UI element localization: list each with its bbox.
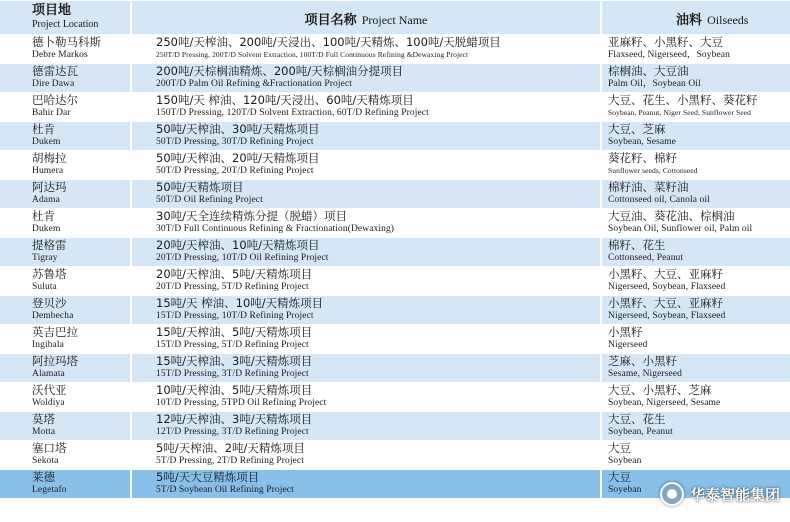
- project-name-cell: [132, 64, 602, 92]
- location-cell: [0, 151, 132, 179]
- location-cell-en: Adama: [32, 195, 60, 205]
- location-cell: [0, 441, 132, 469]
- project-name-cell-en: 5T/D Pressing, 2T/D Refining Project: [156, 456, 304, 466]
- project-name-cell-zh: 15吨/天 榨油、10吨/天精炼项目: [156, 296, 324, 310]
- location-cell-en: Dire Dawa: [32, 79, 75, 89]
- project-name-cell-en: 20T/D Pressing, 5T/D Refining Project: [156, 282, 309, 292]
- location-cell-zh: 杜肯: [32, 209, 55, 223]
- oilseed-cell-en: Soybean, Peanut: [608, 427, 673, 437]
- project-name-cell-zh: 20吨/天榨油、5吨/天精炼项目: [156, 267, 313, 281]
- oilseed-cell: [602, 64, 790, 92]
- header-oil-zh: 油料: [676, 13, 703, 28]
- location-cell-en: Debre Markos: [32, 50, 88, 60]
- oilseed-cell-en: Soybean, Peanut, Niger Seed, Sunflower Seed: [608, 108, 752, 117]
- location-cell-zh: 德卜勒马科斯: [32, 35, 101, 49]
- location-cell: [0, 354, 132, 382]
- project-name-cell-en: 15T/D Pressing, 10T/D Refining Project: [156, 311, 314, 321]
- table-row: [0, 237, 790, 266]
- oilseed-cell-zh: 棉籽、花生: [608, 238, 666, 252]
- project-name-cell-zh: 15吨/天榨油、5吨/天精炼项目: [156, 325, 313, 339]
- oilseed-cell-en: Sesame, Nigerseed: [608, 369, 682, 379]
- oilseed-cell-en: Sunflower seeds, Cottonseed: [608, 166, 698, 175]
- oilseed-cell-zh: 芝麻、小黑籽: [608, 354, 677, 368]
- location-cell: [0, 470, 132, 498]
- project-name-cell: [132, 93, 602, 121]
- table-header: [0, 0, 790, 34]
- header-location-zh: 项目地: [32, 3, 72, 18]
- project-name-cell-zh: 10吨/天榨油、5吨/天精炼项目: [156, 383, 313, 397]
- location-cell: [0, 238, 132, 266]
- oilseed-cell-zh: 大豆: [608, 470, 631, 484]
- location-cell-en: Alamata: [32, 369, 65, 379]
- oilseed-cell: [602, 93, 790, 121]
- project-name-cell-zh: 250吨/天榨油、200吨/天浸出、100吨/天精炼、100吨/天脱蜡项目: [156, 35, 501, 49]
- project-name-cell: [132, 412, 602, 440]
- project-name-cell-en: 50T/D Pressing, 30T/D Refining Project: [156, 137, 314, 147]
- table-row: [0, 324, 790, 353]
- location-cell: [0, 383, 132, 411]
- oilseed-cell: [602, 383, 790, 411]
- oilseed-cell-zh: 小黑籽、大豆、亚麻籽: [608, 296, 723, 310]
- project-name-cell-zh: 20吨/天榨油、10吨/天精炼项目: [156, 238, 320, 252]
- project-name-cell: [132, 267, 602, 295]
- oilseed-cell-zh: 小黑籽: [608, 325, 643, 339]
- location-cell: [0, 64, 132, 92]
- location-cell-en: Dukem: [32, 137, 61, 147]
- table-row: [0, 295, 790, 324]
- project-name-cell: [132, 383, 602, 411]
- oilseed-cell: [602, 209, 790, 237]
- location-cell-zh: 苏鲁塔: [32, 267, 67, 281]
- table-body: [0, 34, 790, 498]
- oilseed-cell: [602, 238, 790, 266]
- location-cell-en: Tigray: [32, 253, 58, 263]
- project-name-cell-en: 12T/D Pressing, 3T/D Refining Project: [156, 427, 309, 437]
- project-name-cell-zh: 50吨/天榨油、30吨/天精炼项目: [156, 122, 320, 136]
- oilseed-cell-en: Nigerseed, Soybean, Flaxseed: [608, 282, 726, 292]
- project-name-cell: [132, 296, 602, 324]
- location-cell-en: Motta: [32, 427, 56, 437]
- oilseed-cell-en: Nigerseed: [608, 340, 648, 350]
- project-name-cell: [132, 441, 602, 469]
- location-cell-zh: 登贝沙: [32, 296, 67, 310]
- oilseed-cell-en: Soybean, Sesame: [608, 137, 676, 147]
- oilseed-cell-zh: 大豆、芝麻: [608, 122, 666, 136]
- table-row: [0, 121, 790, 150]
- project-name-cell-zh: 15吨/天榨油、3吨/天精炼项目: [156, 354, 313, 368]
- project-name-cell: [132, 238, 602, 266]
- location-cell: [0, 209, 132, 237]
- project-name-cell-en: 20T/D Pressing, 10T/D Oil Refining Project: [156, 253, 329, 263]
- location-cell-zh: 阿拉玛塔: [32, 354, 78, 368]
- oilseed-cell-zh: 大豆、花生、小黑籽、葵花籽: [608, 93, 758, 107]
- oilseed-cell-zh: 大豆、小黑籽、芝麻: [608, 383, 712, 397]
- oilseed-cell-zh: 大豆: [608, 441, 631, 455]
- location-cell-en: Woldiya: [32, 398, 65, 408]
- header-oil-en: Oilseeds: [707, 13, 749, 27]
- location-cell-zh: 提格雷: [32, 238, 67, 252]
- project-name-cell-en: 10T/D Pressing, 5TPD Oil Refining Project: [156, 398, 327, 408]
- project-name-cell-en: 250T/D Pressing, 200T/D Solvent Extraction, 100T/D Full Continuous Refining &Dewaxing Project: [156, 50, 469, 59]
- project-name-cell-en: 50T/D Oil Refining Project: [156, 195, 263, 205]
- header-location: [0, 1, 132, 34]
- project-name-cell: [132, 122, 602, 150]
- location-cell-zh: 英吉巴拉: [32, 325, 78, 339]
- location-cell-en: Sekota: [32, 456, 59, 466]
- location-cell: [0, 35, 132, 63]
- project-name-cell-zh: 50吨/天榨油、20吨/天精炼项目: [156, 151, 320, 165]
- location-cell-en: Legetafo: [32, 485, 67, 495]
- location-cell: [0, 180, 132, 208]
- table-row: [0, 150, 790, 179]
- project-name-cell-zh: 5吨/天大豆精炼项目: [156, 470, 260, 484]
- oilseed-cell-zh: 小黑籽、大豆、亚麻籽: [608, 267, 723, 281]
- header-oilseeds: [602, 1, 790, 34]
- oilseed-cell: [602, 267, 790, 295]
- project-name-cell-en: 30T/D Full Continuous Refining & Fractionation(Dewaxing): [156, 224, 395, 234]
- oilseed-cell-en: Soybean, Nigerseed, Sesame: [608, 398, 721, 408]
- location-cell-zh: 胡梅拉: [32, 151, 67, 165]
- project-name-cell: [132, 180, 602, 208]
- oilseed-cell: [602, 441, 790, 469]
- project-name-cell-en: 15T/D Pressing, 5T/D Refining Project: [156, 340, 309, 350]
- oilseed-cell: [602, 354, 790, 382]
- table-row: [0, 34, 790, 63]
- project-name-cell-en: 15T/D Pressing, 3T/D Refining Project: [156, 369, 309, 379]
- location-cell-zh: 沃代亚: [32, 383, 67, 397]
- project-name-cell: [132, 354, 602, 382]
- oilseed-cell: [602, 151, 790, 179]
- oilseed-cell-zh: 大豆油、葵花油、棕榈油: [608, 209, 735, 223]
- table-row: [0, 92, 790, 121]
- location-cell-zh: 巴哈达尔: [32, 93, 78, 107]
- project-name-cell-zh: 30吨/天全连续精炼分提（脱蜡）项目: [156, 209, 348, 223]
- header-location-en: Project Location: [32, 19, 99, 30]
- location-cell-en: Humera: [32, 166, 64, 176]
- location-cell: [0, 93, 132, 121]
- location-cell-zh: 阿达玛: [32, 180, 67, 194]
- header-project-name: [132, 1, 602, 34]
- location-cell-zh: 杜肯: [32, 122, 55, 136]
- location-cell: [0, 325, 132, 353]
- location-cell: [0, 122, 132, 150]
- project-name-cell: [132, 470, 602, 498]
- header-name-en: Project Name: [361, 13, 428, 27]
- oilseed-cell: [602, 35, 790, 63]
- table-row: [0, 440, 790, 469]
- location-cell: [0, 412, 132, 440]
- project-name-cell-zh: 150吨/天 榨油、120吨/天浸出、60吨/天精炼项目: [156, 93, 414, 107]
- location-cell: [0, 296, 132, 324]
- oilseed-cell-zh: 葵花籽、棉籽: [608, 151, 677, 165]
- project-name-cell: [132, 325, 602, 353]
- table-row: [0, 266, 790, 295]
- oilseed-cell-zh: 亚麻籽、小黑籽、大豆: [608, 35, 723, 49]
- oilseed-cell-en: Flaxseed, Nigerseed，Soybean: [608, 50, 730, 60]
- oilseed-cell-en: Cottonseed, Peanut: [608, 253, 684, 263]
- oilseed-cell-en: Nigerseed, Soybean, Flaxseed: [608, 311, 726, 321]
- project-name-cell: [132, 209, 602, 237]
- location-cell-en: Dukem: [32, 224, 61, 234]
- location-cell-en: Suluta: [32, 282, 57, 292]
- watermark-text: 华泰智能集团: [689, 485, 780, 504]
- location-cell-zh: 塞口塔: [32, 441, 67, 455]
- location-cell: [0, 267, 132, 295]
- wechat-logo-icon: [660, 482, 684, 506]
- oilseed-cell: [602, 296, 790, 324]
- location-cell-en: Bahir Dar: [32, 108, 71, 118]
- table-row: [0, 382, 790, 411]
- location-cell-zh: 莫塔: [32, 412, 55, 426]
- project-name-cell: [132, 35, 602, 63]
- oilseed-cell: [602, 412, 790, 440]
- project-name-cell-en: 50T/D Pressing, 20T/D Refining Project: [156, 166, 314, 176]
- project-name-cell-zh: 200吨/天棕榈油精炼、200吨/天棕榈油分提项目: [156, 64, 404, 78]
- oilseed-cell: [602, 122, 790, 150]
- oilseed-cell-en: Soybean Oil, Sunflower oil, Palm oil: [608, 224, 753, 234]
- location-cell-zh: 德雷达瓦: [32, 64, 78, 78]
- project-name-cell-en: 200T/D Palm Oil Refining &Fractionation Project: [156, 79, 352, 89]
- oilseed-cell-en: Palm Oil，Soybean Oil: [608, 79, 701, 89]
- project-name-cell-en: 150T/D Pressing, 120T/D Solvent Extraction, 60T/D Refining Project: [156, 108, 429, 118]
- oilseed-cell: [602, 180, 790, 208]
- header-name-zh: 项目名称: [304, 13, 357, 28]
- oilseed-cell-en: Soybean: [608, 456, 642, 466]
- oilseed-cell-zh: 棕榈油、大豆油: [608, 64, 689, 78]
- oilseed-cell: [602, 325, 790, 353]
- location-cell-zh: 莱德: [32, 470, 55, 484]
- watermark: [660, 482, 780, 506]
- oilseed-cell-en: Soyeban: [608, 485, 642, 495]
- project-name-cell-zh: 12吨/天榨油、3吨/天精炼项目: [156, 412, 313, 426]
- table-row: [0, 353, 790, 382]
- oilseed-cell-zh: 棉籽油、菜籽油: [608, 180, 689, 194]
- project-name-cell-zh: 5吨/天榨油、2吨/天精炼项目: [156, 441, 305, 455]
- location-cell-en: Ingibala: [32, 340, 64, 350]
- table-row: [0, 411, 790, 440]
- location-cell-en: Dembecha: [32, 311, 74, 321]
- project-name-cell-en: 5T/D Soybean Oil Refining Project: [156, 485, 294, 495]
- table-row: [0, 63, 790, 92]
- project-name-cell-zh: 50吨/天精炼项目: [156, 180, 244, 194]
- oilseed-cell-en: Cottonseed oil, Canola oil: [608, 195, 710, 205]
- project-name-cell: [132, 151, 602, 179]
- table-row: [0, 208, 790, 237]
- oilseed-cell-zh: 大豆、花生: [608, 412, 666, 426]
- table-row: [0, 179, 790, 208]
